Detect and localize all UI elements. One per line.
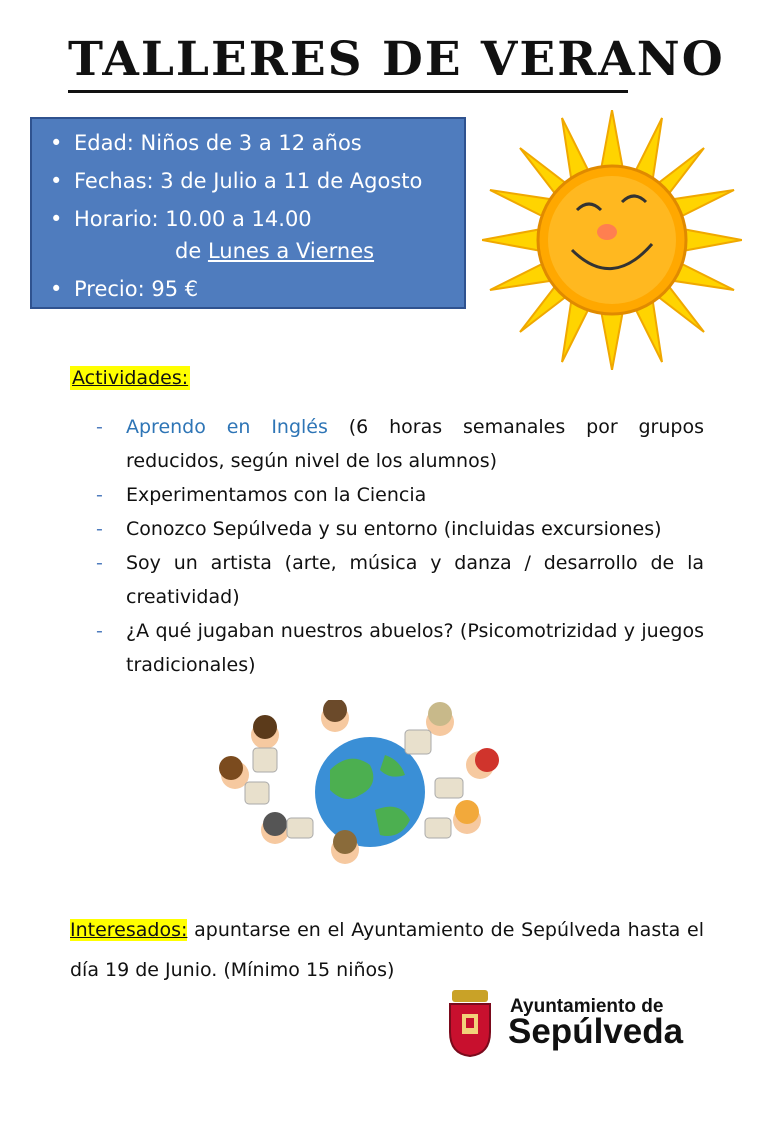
info-schedule-days [175, 239, 374, 263]
list-item [96, 512, 704, 546]
sun-illustration [482, 110, 742, 370]
list-item [96, 614, 704, 682]
info-dates [50, 169, 422, 193]
poster-title: TALLERES DE VERANO [68, 30, 628, 93]
footer-note [70, 910, 704, 990]
dash-bullet: - [96, 518, 103, 540]
interested-label: Interesados: [70, 919, 188, 941]
list-item [96, 546, 704, 614]
activity-text: Conozco Sepúlveda y su entorno (incluidas excursiones) [126, 518, 662, 540]
footer-text: apuntarse en el Ayuntamiento de Sepúlveda hasta el día 19 de Junio. (Mínimo 15 niños) [70, 919, 704, 981]
logo-line-2: Sepúlveda [508, 1012, 684, 1051]
info-schedule [50, 207, 312, 231]
activity-text: ¿A qué jugaban nuestros abuelos? (Psicomotrizidad y juegos tradicionales) [126, 620, 704, 676]
bullet-icon: • [50, 277, 63, 301]
bullet-icon: • [50, 131, 63, 155]
dash-bullet: - [96, 552, 103, 574]
children-around-globe-illustration [205, 700, 525, 870]
activity-text: Soy un artista (arte, música y danza / desarrollo de la creatividad) [126, 552, 704, 608]
info-price [50, 277, 198, 301]
ayuntamiento-logo [446, 988, 706, 1058]
list-item [96, 478, 704, 512]
activity-text: (6 horas semanales por grupos reducidos, según nivel de los alumnos) [126, 416, 704, 472]
info-age-text: Edad: Niños de 3 a 12 años [74, 131, 362, 155]
activity-english-highlight: Aprendo en Inglés [126, 416, 328, 438]
activities-list [96, 410, 704, 682]
info-dates-text: Fechas: 3 de Julio a 11 de Agosto [74, 169, 423, 193]
activities-label: Actividades: [72, 367, 189, 389]
coat-of-arms-icon [446, 988, 494, 1058]
activity-text: Experimentamos con la Ciencia [126, 484, 427, 506]
dash-bullet: - [96, 484, 103, 506]
dash-bullet: - [96, 416, 103, 438]
list-item [96, 410, 704, 478]
bullet-icon: • [50, 169, 63, 193]
info-box [30, 117, 466, 309]
dash-bullet: - [96, 620, 103, 642]
logo-line-1: Ayuntamiento de [510, 996, 664, 1017]
info-days-prefix: de [175, 239, 208, 263]
info-days-text: Lunes a Viernes [207, 239, 375, 263]
bullet-icon: • [50, 207, 63, 231]
info-schedule-text: Horario: 10.00 a 14.00 [74, 207, 312, 231]
info-price-text: Precio: 95 € [74, 277, 199, 301]
info-age [50, 131, 362, 155]
